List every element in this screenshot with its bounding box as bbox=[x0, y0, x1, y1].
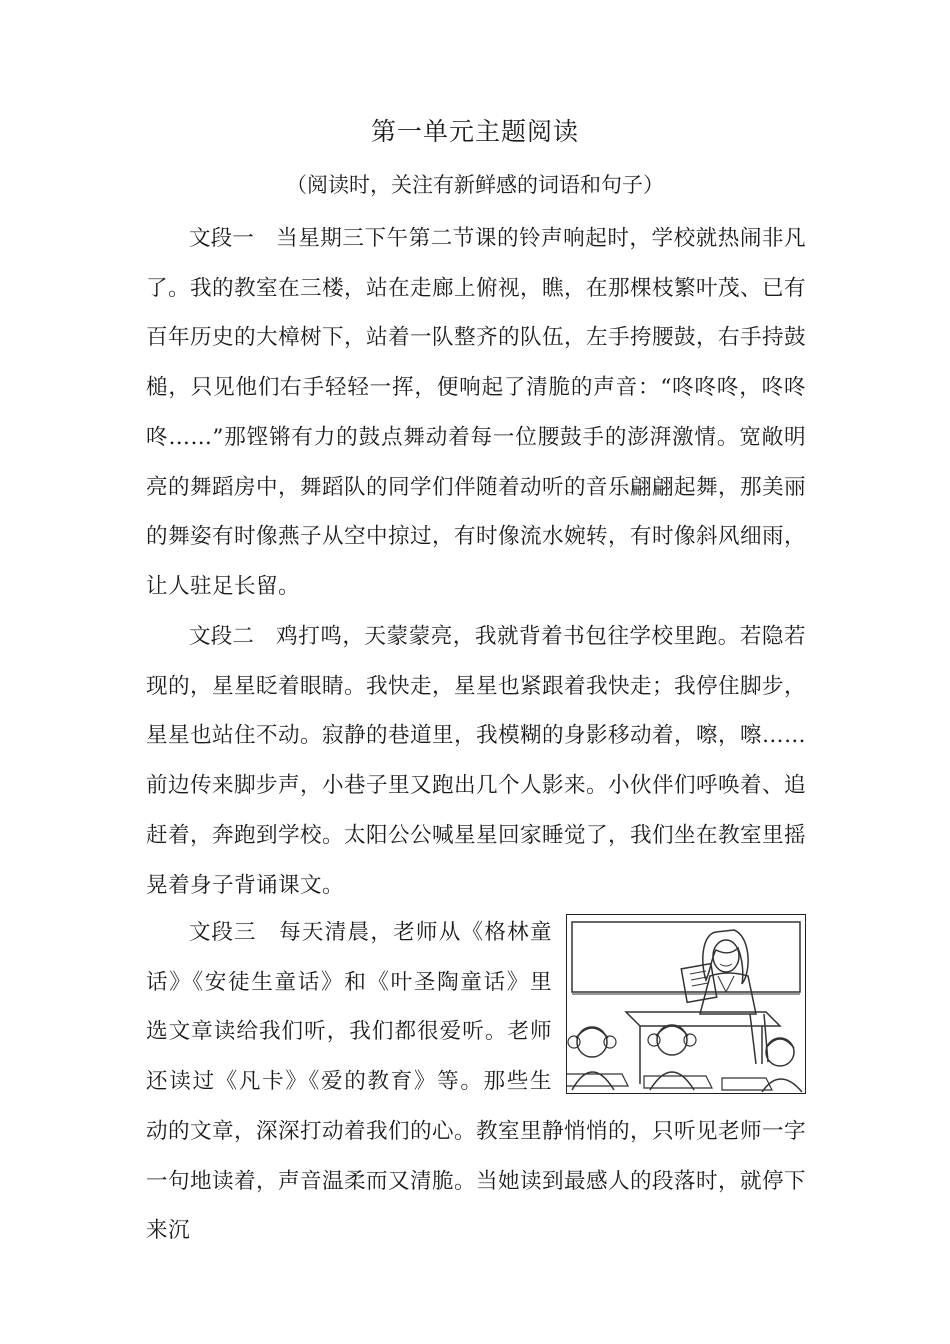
page-title: 第一单元主题阅读 bbox=[370, 117, 579, 146]
page-subtitle: （阅读时，关注有新鲜感的词语和句子） bbox=[286, 173, 664, 197]
passage-1 bbox=[146, 214, 806, 612]
passage-3-label: 文段三 bbox=[189, 920, 257, 945]
passage-3 bbox=[146, 908, 806, 1256]
passage-2 bbox=[146, 612, 806, 910]
passage-3-text: 每天清晨，老师从《格林童话》《安徒生童话》和《叶圣陶童话》里选文章读给我们听，我们都很爱听。老师还读过《凡卡》《爱的教育》等。那些生动的文章，深深打动着我们的心。教室里静悄悄的，只听见老师一字一句地读着，声音温柔而又清脆。当她读到最感人的段落时，就停下来沉 bbox=[146, 920, 806, 1244]
classroom-illustration bbox=[566, 914, 806, 1094]
passage-1-text: 当星期三下午第二节课的铃声响起时，学校就热闹非凡了。我的教室在三楼，站在走廊上俯视，瞧，在那棵枝繁叶茂、已有百年历史的大樟树下，站着一队整齐的队伍，左手挎腰鼓，右手持鼓槌，只见他们右手轻轻一挥，便响起了清脆的声音：“咚咚咚，咚咚咚……”那铿锵有力的鼓点舞动着每一位腰鼓手的澎湃激情。宽敞明亮的舞蹈房中，舞蹈队的同学们伴随着动听的音乐翩翩起舞，那美丽的舞姿有时像燕子从空中掠过，有时像流水婉转，有时像斜风细雨，让人驻足长留。 bbox=[146, 226, 806, 599]
passage-2-label: 文段二 bbox=[189, 624, 255, 649]
passage-2-text: 鸡打鸣，天蒙蒙亮，我就背着书包往学校里跑。若隐若现的，星星眨着眼睛。我快走，星星也紧跟着我快走；我停住脚步，星星也站住不动。寂静的巷道里，我模糊的身影移动着，嚓，嚓……前边传来脚步声，小巷子里又跑出几个人影来。小伙伴们呼唤着、追赶着，奔跑到学校。太阳公公喊星星回家睡觉了，我们坐在教室里摇晃着身子背诵课文。 bbox=[146, 624, 806, 898]
passage-1-label: 文段一 bbox=[189, 226, 255, 251]
